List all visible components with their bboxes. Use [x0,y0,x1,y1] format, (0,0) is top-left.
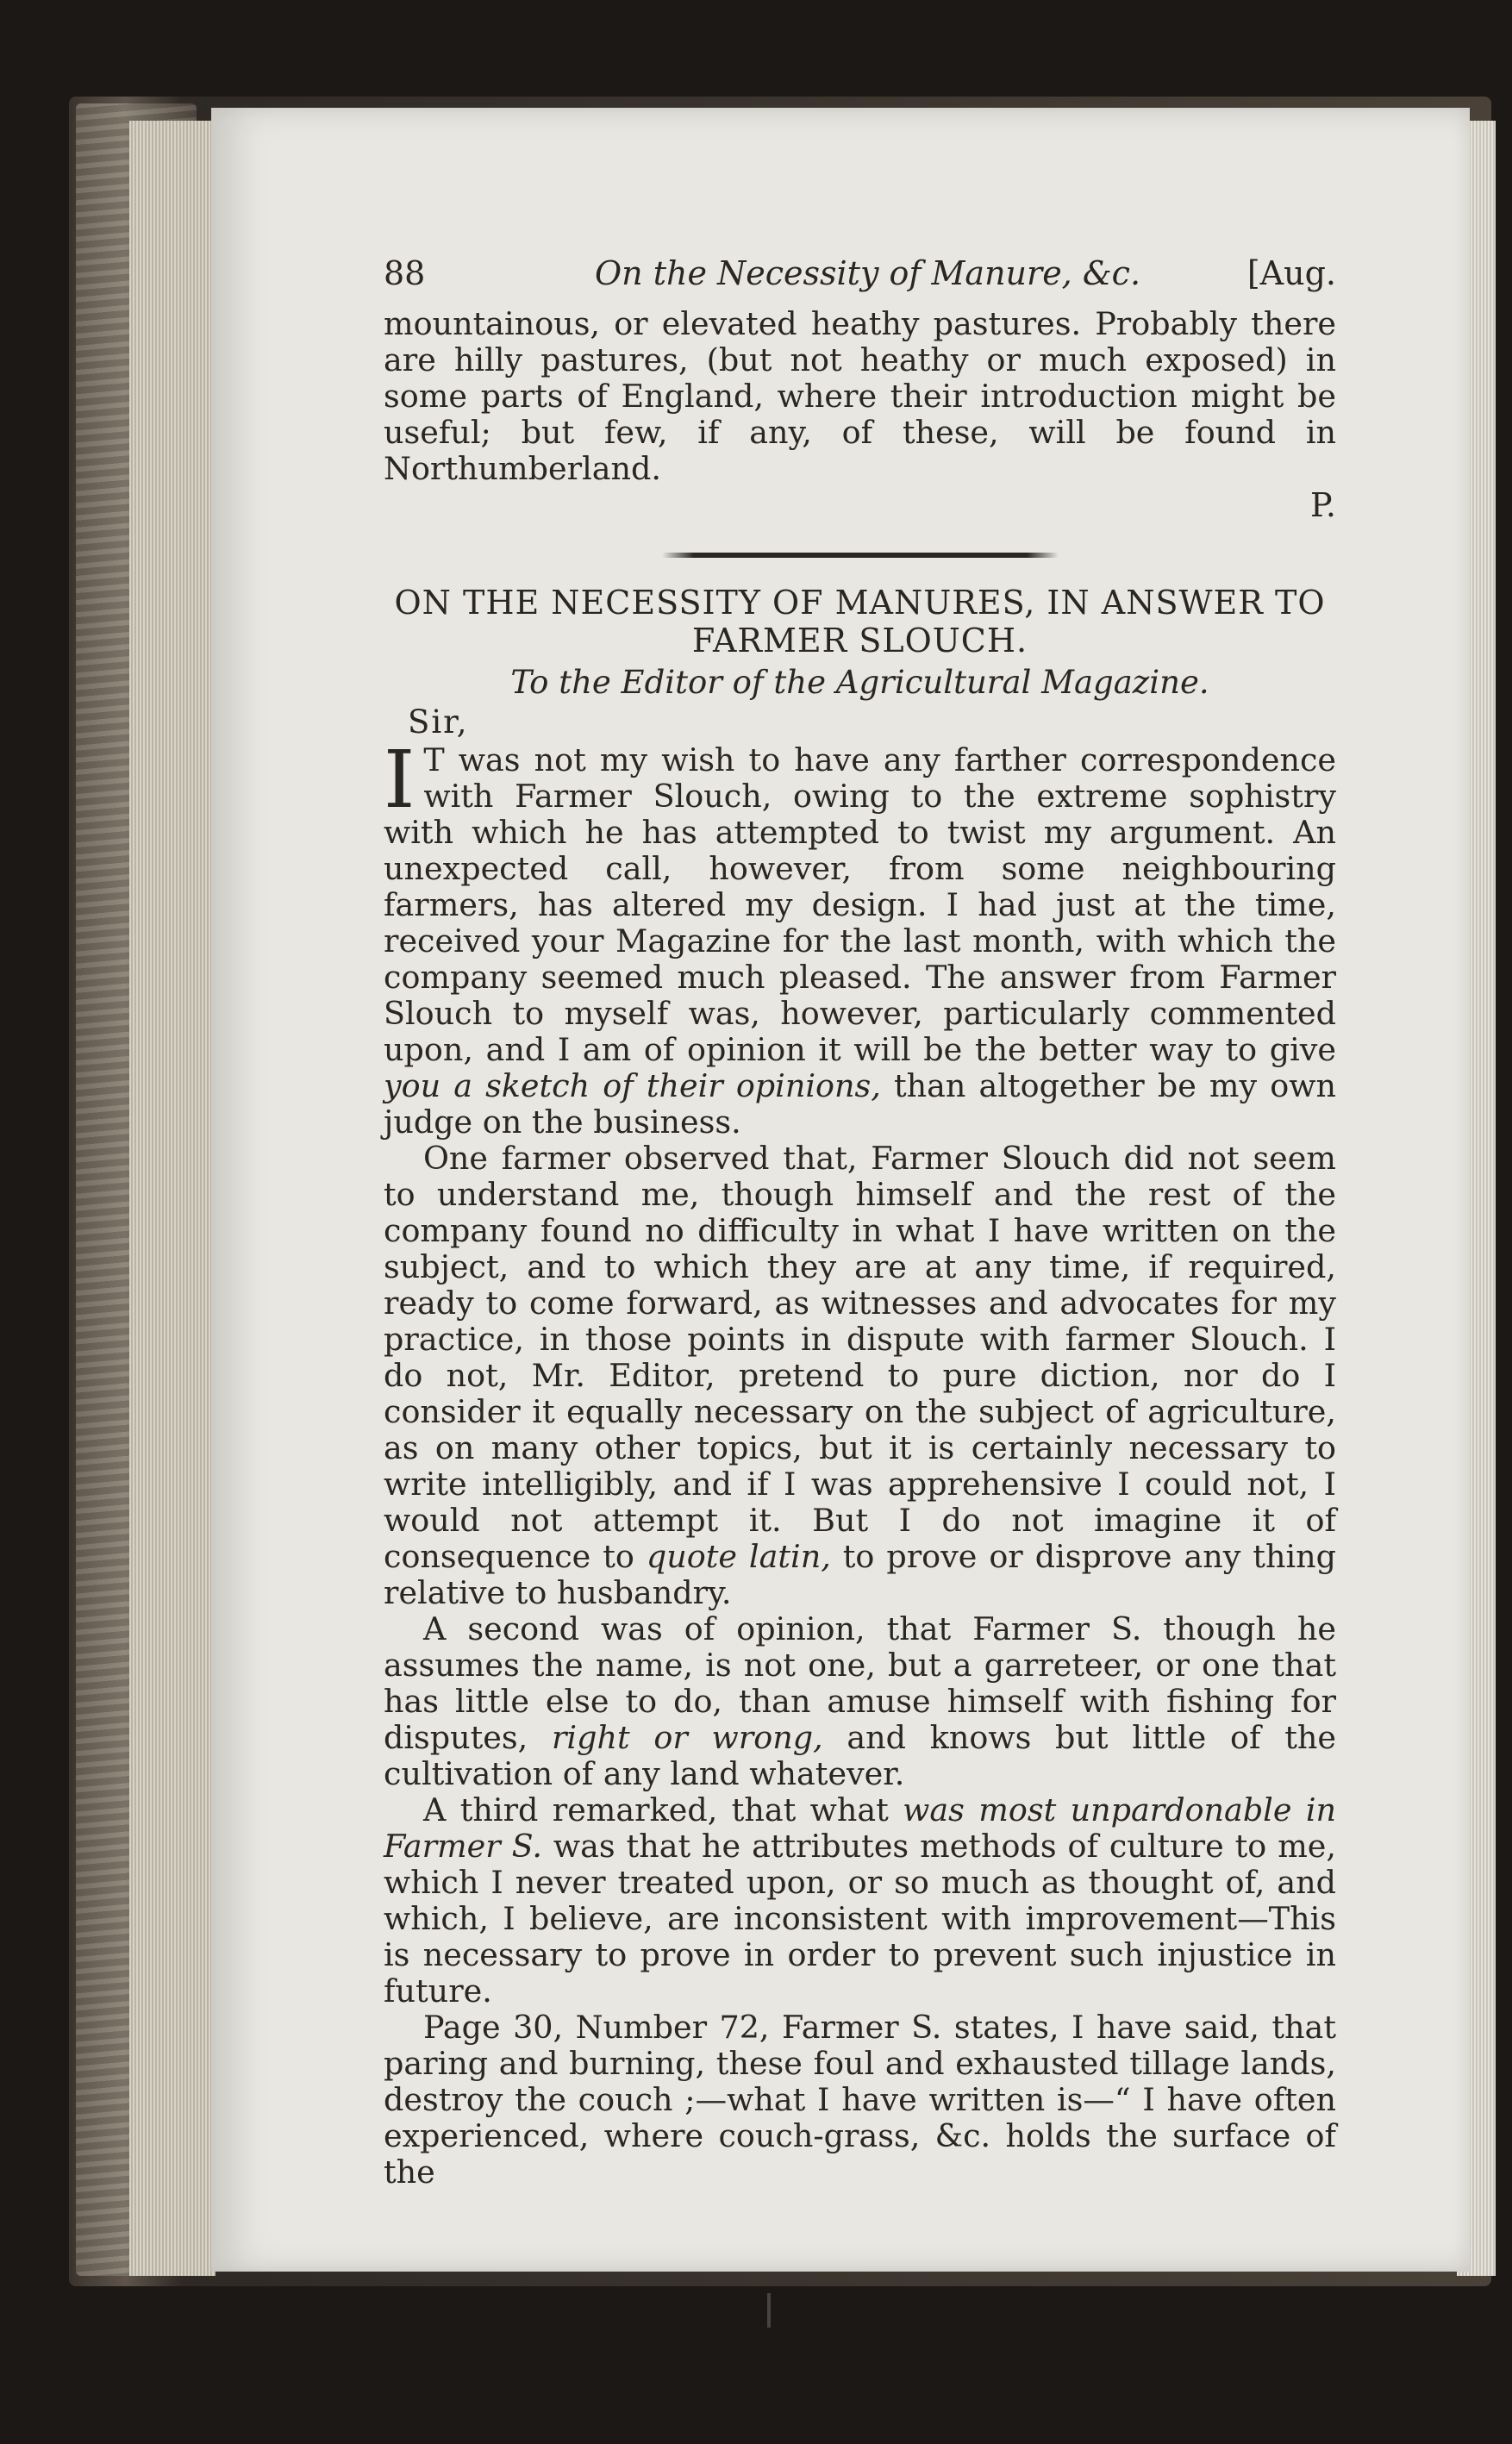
page-mark [767,2293,771,2328]
page-stack-left [129,121,216,2276]
running-title: On the Necessity of Manure, &c. [595,254,1141,292]
previous-article-text: mountainous, or elevated heathy pastures. Probably there are hilly pastures, (but not heathy or much exposed) in some parts of England, where their introduction might be useful; but few, if any, of these, will be found in Northumberland. [384,305,1336,487]
section-divider [662,553,1059,558]
paragraph-1: I T was not my wish to have any farther correspondence with Farmer Slouch, owing to the extreme sophistry with which he has attempted to twist my argument. An unexpected call, however, from some neighbouring farmers, has altered my design. I had just at the time, received your Magazine for the last month, with which the company seemed much pleased. The answer from Farmer Slouch to myself was, however, particularly commented upon, and I am of opinion it will be the better way to give you a sketch of their opinions, than altogether be my own judge on the business. [384,734,1336,1141]
paragraph-4: A third remarked, that what was most unpardonable in Farmer S. was that he attributes methods of culture to me, which I never treated upon, or so much as thought of, and which, I believe, are inconsistent with improvement—This is necessary to prove in order to prevent such injustice in future. [384,1791,1337,2010]
salutation: Sir, [408,703,469,741]
header-month: [Aug. [1246,254,1336,292]
article-title: ON THE NECESSITY OF MANURES, IN ANSWER TO FARMER SLOUCH. [394,584,1326,659]
drop-cap: I [384,734,415,826]
page-text [384,254,1336,2191]
previous-article-signature: P. [1310,486,1336,524]
running-header [384,254,1336,306]
page-number: 88 [384,254,426,292]
paragraph-3: A second was of opinion, that Farmer S. though he assumes the name, is not one, but a garreteer, or one that has little else to do, than amuse himself with fishing for disputes, right or wrong, and knows but little of the cultivation of any land whatever. [384,1610,1336,1792]
paragraph-2: One farmer observed that, Farmer Slouch did not seem to understand me, though himself and the rest of the company found no difficulty in what I have written on the subject, and to which they are at any time, if required, ready to come forward, as witnesses and advocates for my practice, in those points in dispute with farmer Slouch. I do not, Mr. Editor, pretend to pure diction, nor do I consider it equally necessary on the subject of agriculture, as on many other topics, but it is certainly necessary to write intelligibly, and if I was apprehensive I could not, I would not attempt it. But I do not imagine it of consequence to quote latin, to prove or disprove any thing relative to husbandry. [384,1140,1337,1611]
article-dedication: To the Editor of the Agricultural Magazine. [510,664,1209,701]
paragraph-5: Page 30, Number 72, Farmer S. states, I have said, that paring and burning, these foul and exhausted tillage lands, destroy the couch ;—what I have written is—“ I have often experienced, where couch-grass, &c. holds the surface of the [384,2009,1336,2191]
